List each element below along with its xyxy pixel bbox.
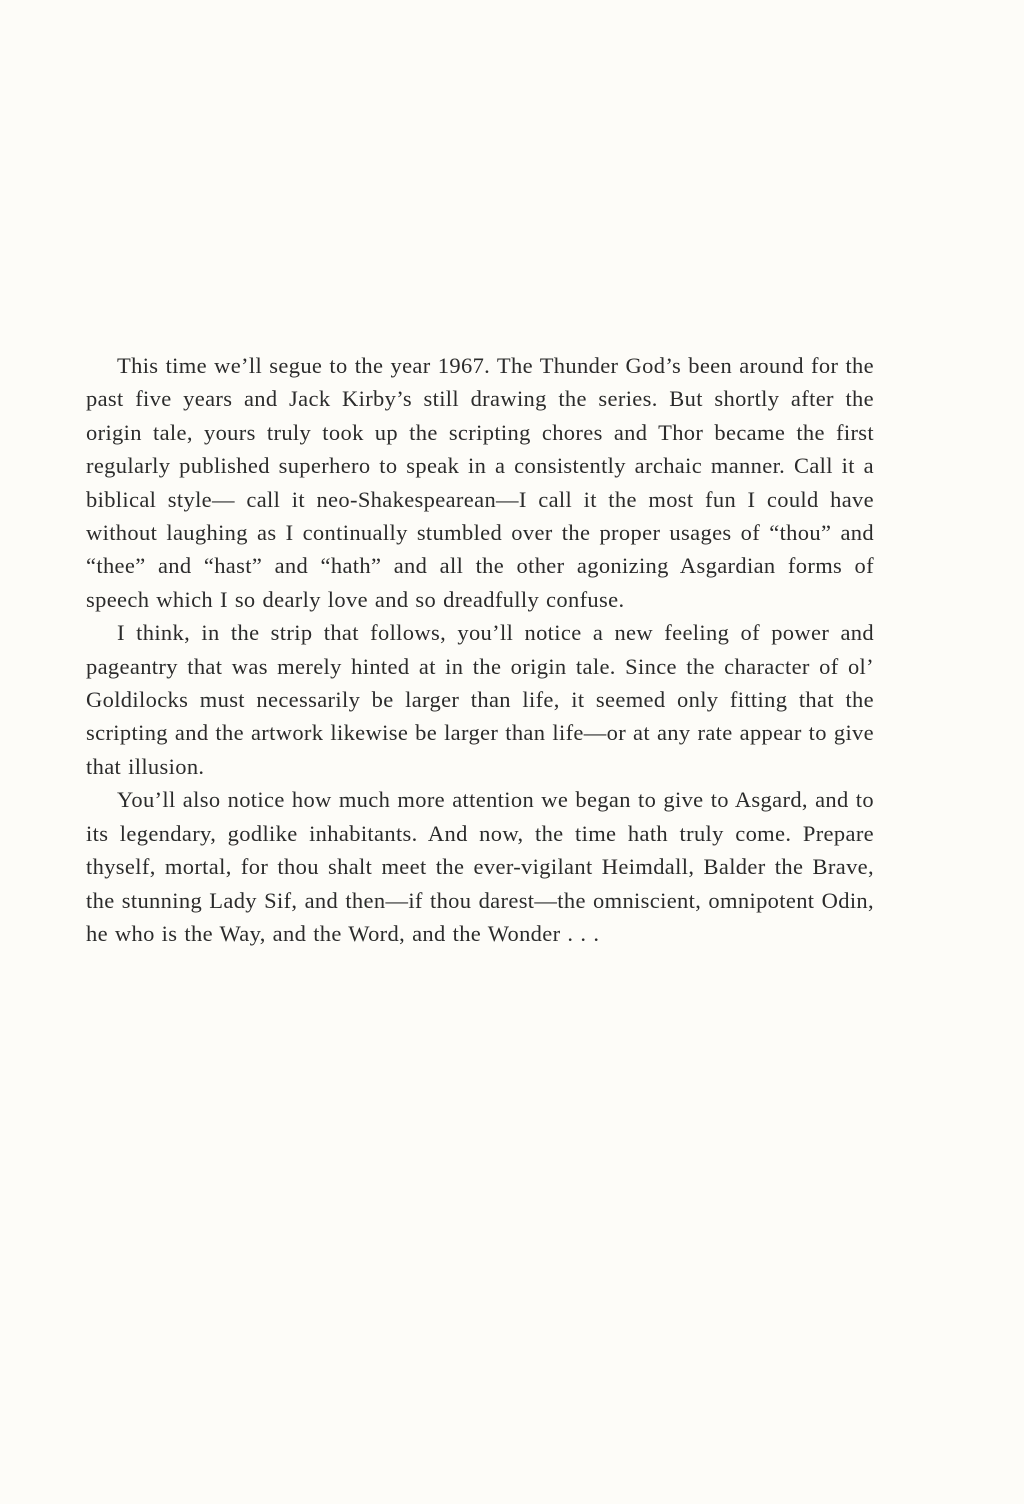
body-text (86, 349, 874, 950)
paragraph-1: This time we’ll segue to the year 1967. The Thunder God’s been around for the past five years and Jack Kirby’s still drawing the series. But shortly after the origin tale, yours truly took up the scripting chores and Thor became the first regularly published superhero to speak in a consistently archaic manner. Call it a biblical style— call it neo-Shakespearean—I call it the most fun I could have without laughing as I continually stumbled over the proper usages of “thou” and “thee” and “hast” and “hath” and all the other agonizing Asgardian forms of speech which I so dearly love and so dreadfully confuse. (86, 353, 874, 612)
paragraph-3: You’ll also notice how much more attention we began to give to Asgard, and to its legendary, godlike inhabitants. And now, the time hath truly come. Prepare thyself, mortal, for thou shalt meet the ever-vigilant Heimdall, Balder the Brave, the stunning Lady Sif, and then—if thou darest—the omniscient, omnipotent Odin, he who is the Way, and the Word, and the Wonder . . . (86, 787, 874, 946)
paragraph-2: I think, in the strip that follows, you’ll notice a new feeling of power and pageantry that was merely hinted at in the origin tale. Since the character of ol’ Goldilocks must necessarily be larger than life, it seemed only fitting that the scripting and the artwork likewise be larger than life—or at any rate appear to give that illusion. (86, 620, 874, 779)
